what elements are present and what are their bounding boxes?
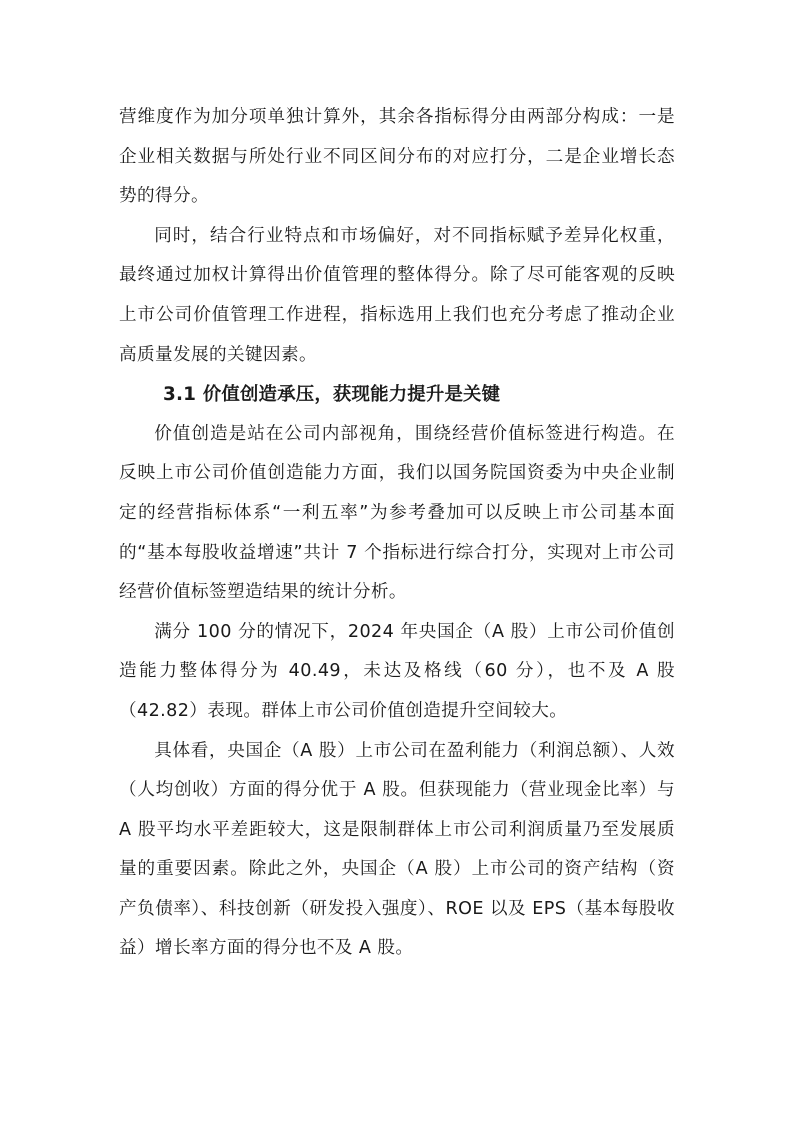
paragraph-continued: 营维度作为加分项单独计算外，其余各指标得分由两部分构成：一是企业相关数据与所处行业不同区间分布的对应打分，二是企业增长态势的得分。 (119, 107, 675, 207)
paragraph-details: 具体看，央国企（A 股）上市公司在盈利能力（利润总额）、人效（人均创收）方面的得分优于 A 股。但获现能力（营业现金比率）与 A 股平均水平差距较大，这是限制群体上市公司利润质量乃至发展质量的重要因素。除此之外，央国企（A 股）上市公司的资产结构（资产负债率）、科技创新（研发投入强度）、ROE 以及 EPS（基本每股收益）增长率方面的得分也不及 A 股。 (119, 740, 675, 959)
document-page (119, 98, 675, 969)
paragraph-value-creation: 价值创造是站在公司内部视角，围绕经营价值标签进行构造。在反映上市公司价值创造能力方面，我们以国务院国资委为中央企业制定的经营指标体系“一利五率”为参考叠加可以反映上市公司基本面的“基本每股收益增速”共计 7 个指标进行综合打分，实现对上市公司经营价值标签塑造结果的统计分析。 (119, 423, 675, 603)
section-heading: 3.1 价值创造承压，获现能力提升是关键 (163, 384, 501, 406)
paragraph-score: 满分 100 分的情况下，2024 年央国企（A 股）上市公司价值创造能力整体得分为 40.49，未达及格线（60 分），也不及 A 股（42.82）表现。群体上市公司价值创造提升空间较大。 (119, 621, 675, 721)
paragraph-weighting: 同时，结合行业特点和市场偏好，对不同指标赋予差异化权重，最终通过加权计算得出价值管理的整体得分。除了尽可能客观的反映上市公司价值管理工作进程，指标选用上我们也充分考虑了推动企业高质量发展的关键因素。 (119, 225, 675, 365)
